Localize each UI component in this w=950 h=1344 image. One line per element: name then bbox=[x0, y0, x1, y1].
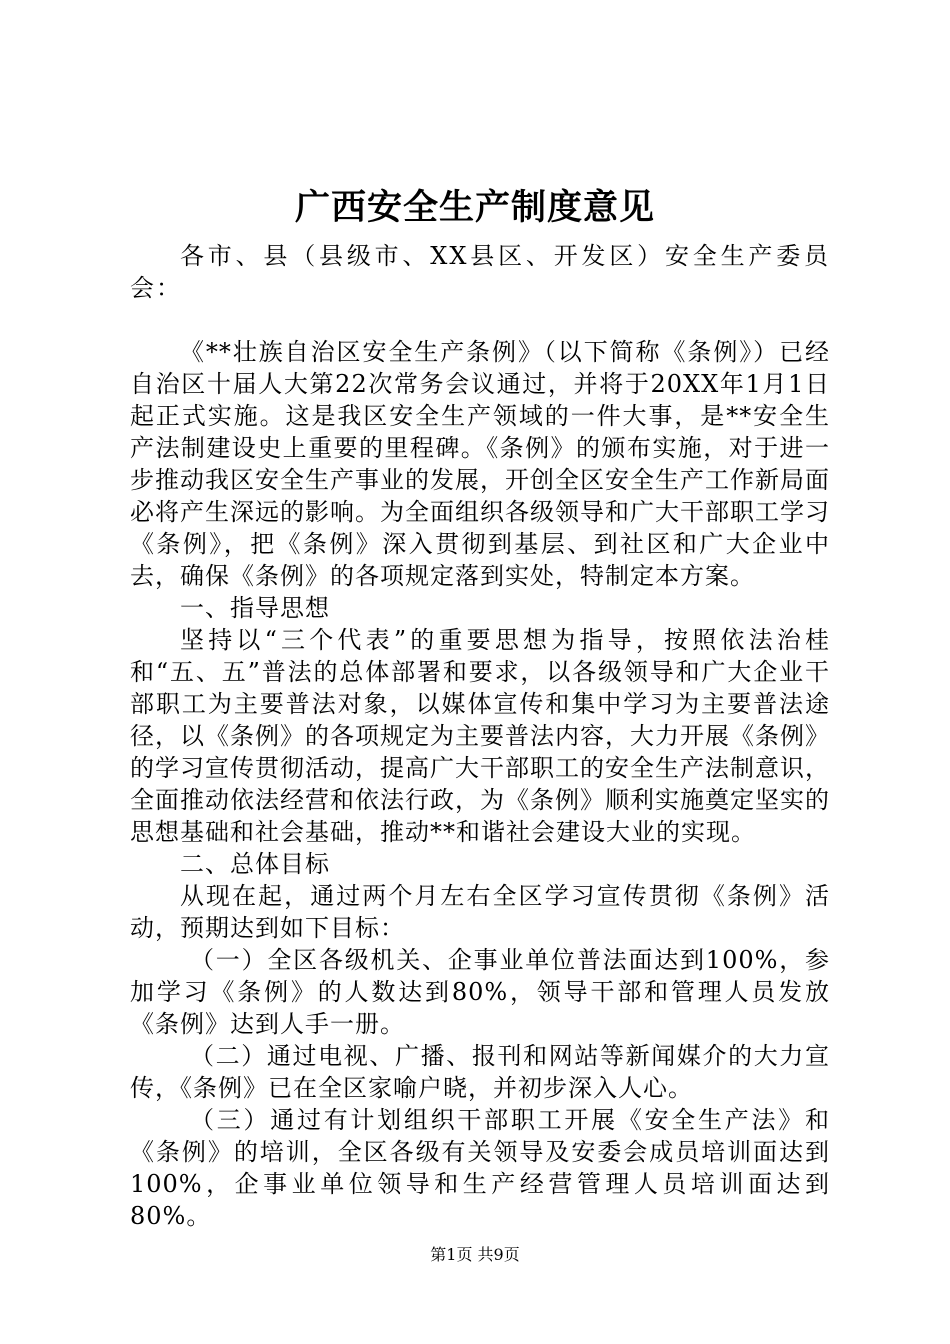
goal-item-2: （二）通过电视、广播、报刊和网站等新闻媒介的大力宣传，《条例》已在全区家喻户晓，并初步深入人心。 bbox=[130, 1042, 830, 1102]
section-heading-overall-goals: 二、总体目标 bbox=[180, 850, 330, 878]
blank-line bbox=[130, 304, 830, 336]
document-body bbox=[130, 240, 830, 1232]
page-footer: 第1页 共9页 bbox=[430, 1245, 520, 1264]
document-title: 广西安全生产制度意见 bbox=[294, 187, 655, 228]
goal-item-1: （一）全区各级机关、企事业单位普法面达到100%，参加学习《条例》的人数达到80%，领导干部和管理人员发放《条例》达到人手一册。 bbox=[130, 946, 830, 1038]
addressee-line: 各市、县（县级市、XX县区、开发区）安全生产委员会： bbox=[130, 242, 830, 302]
section-heading-guiding-ideology: 一、指导思想 bbox=[180, 594, 330, 622]
section-body-guiding-ideology: 坚持以“三个代表”的重要思想为指导，按照依法治桂和“五、五”普法的总体部署和要求，以各级领导和广大企业干部职工为主要普法对象，以媒体宣传和集中学习为主要普法途径，以《条例》的各项规定为主要普法内容，大力开展《条例》的学习宣传贯彻活动，提高广大干部职工的安全生产法制意识，全面推动依法经营和依法行政，为《条例》顺利实施奠定坚实的思想基础和社会基础，推动**和谐社会建设大业的实现。 bbox=[130, 626, 830, 846]
goal-item-3: （三）通过有计划组织干部职工开展《安全生产法》和《条例》的培训，全区各级有关领导及安委会成员培训面达到100%，企事业单位领导和生产经营管理人员培训面达到80%。 bbox=[130, 1106, 830, 1230]
section-body-overall-goals: 从现在起，通过两个月左右全区学习宣传贯彻《条例》活动，预期达到如下目标： bbox=[130, 882, 830, 942]
intro-paragraph: 《**壮族自治区安全生产条例》（以下简称《条例》）已经自治区十届人大第22次常务会议通过，并将于20XX年1月1日起正式实施。这是我区安全生产领域的一件大事，是**安全生产法制建设史上重要的里程碑。《条例》的颁布实施，对于进一步推动我区安全生产事业的发展，开创全区安全生产工作新局面必将产生深远的影响。为全面组织各级领导和广大干部职工学习《条例》，把《条例》深入贯彻到基层、到社区和广大企业中去，确保《条例》的各项规定落到实处，特制定本方案。 bbox=[130, 338, 830, 590]
